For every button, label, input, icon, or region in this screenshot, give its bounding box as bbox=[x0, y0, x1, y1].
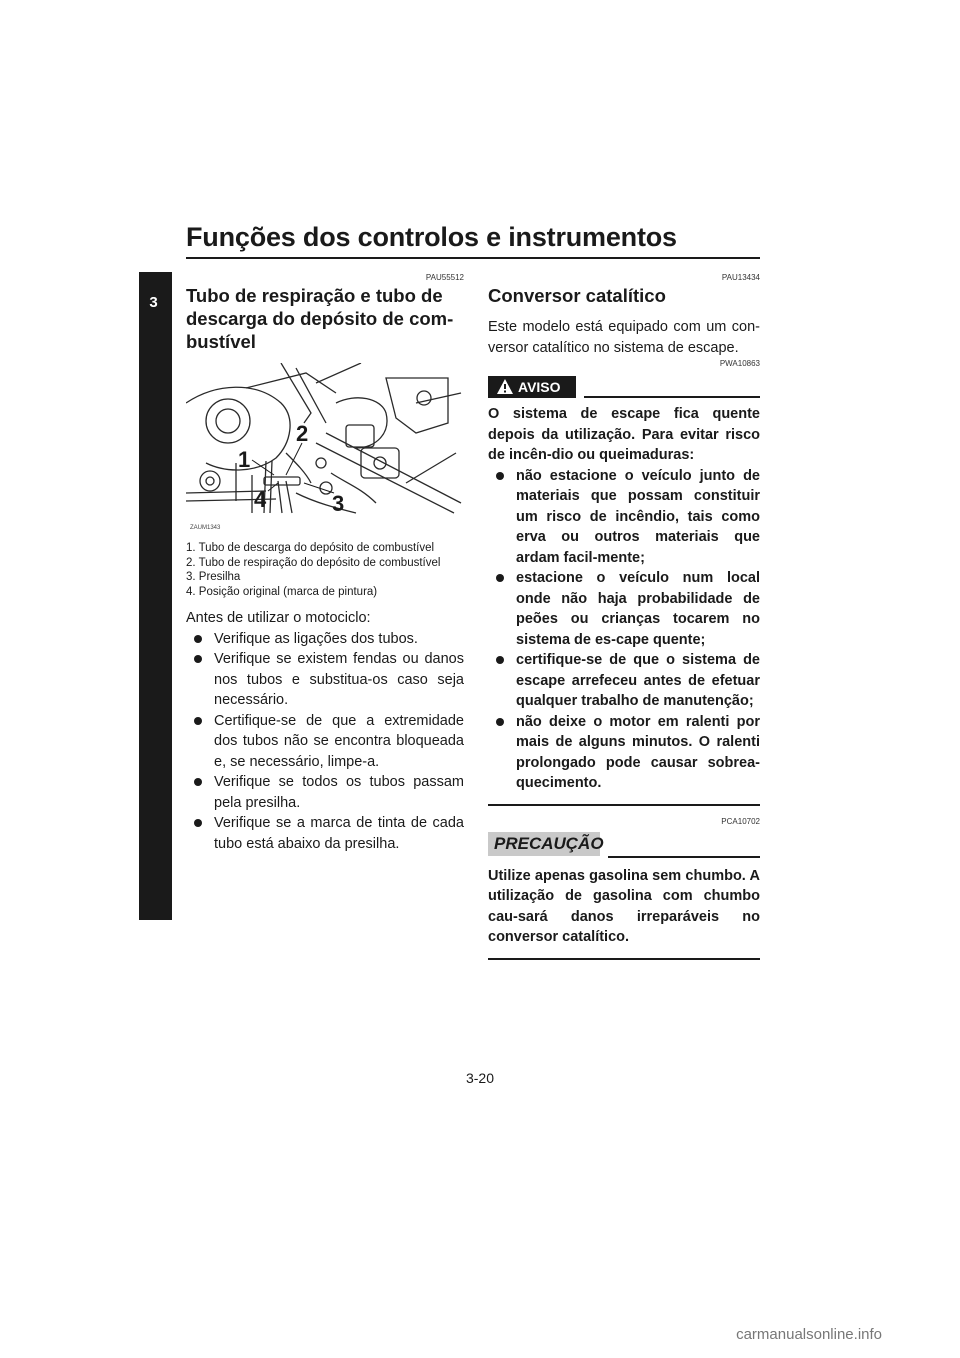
chapter-number: 3 bbox=[149, 294, 158, 311]
warning-list bbox=[488, 466, 760, 794]
section-heading-catalytic-converter: Conversor catalítico bbox=[488, 285, 666, 306]
caption-item: 1. Tubo de descarga do depósito de combustível bbox=[186, 542, 435, 554]
page-title: Funções dos controlos e instrumentos bbox=[186, 222, 677, 252]
bullet-icon bbox=[496, 472, 504, 480]
chapter-tab bbox=[139, 272, 172, 920]
warning-label: AVISO bbox=[518, 379, 561, 395]
list-item: não deixe o motor em ralenti por mais de alguns minutos. O ralenti prolongado pode causar sobrea-quecimento. bbox=[488, 712, 760, 794]
list-item: Verifique as ligações dos tubos. bbox=[186, 629, 464, 650]
bullet-icon bbox=[194, 778, 202, 786]
warning-badge bbox=[488, 376, 576, 398]
list-item: estacione o veículo num local onde não haja probabilidade de peões ou crianças tocarem no sistema de es-cape quente; bbox=[488, 568, 760, 650]
list-item: Verifique se a marca de tinta de cada tubo está abaixo da presilha. bbox=[186, 813, 464, 854]
warning-end-rule bbox=[488, 804, 760, 806]
caution-text: Utilize apenas gasolina sem chumbo. A utilização de gasolina com chumbo cau-sará danos irreparáveis no conversor catalítico. bbox=[488, 867, 760, 945]
callout-4: 4 bbox=[254, 487, 267, 512]
list-item: não estacione o veículo junto de materiais que possam constituir um risco de incêndio, tais como erva ou outros materiais que ardam facil-mente; bbox=[488, 466, 760, 569]
caution-code: PCA10702 bbox=[721, 816, 760, 826]
title-rule bbox=[186, 257, 760, 259]
warning-triangle-icon bbox=[496, 378, 514, 395]
bullet-icon bbox=[194, 717, 202, 725]
bullet-icon bbox=[496, 718, 504, 726]
figure-captions bbox=[186, 541, 464, 599]
list-item: certifique-se de que o sistema de escape arrefeceu antes de efetuar qualquer trabalho de manutenção; bbox=[488, 650, 760, 712]
list-item: Verifique se todos os tubos passam pela presilha. bbox=[186, 772, 464, 813]
bullet-icon bbox=[194, 655, 202, 663]
check-list bbox=[186, 629, 464, 855]
list-item: Certifique-se de que a extremidade dos tubos não se encontra bloqueada e, se necessário, limpe-a. bbox=[186, 711, 464, 773]
section-heading-breather-hose: Tubo de respiração e tubo de descarga do depósito de com-bustível bbox=[186, 285, 454, 352]
callout-2: 2 bbox=[296, 421, 309, 446]
warning-lead: O sistema de escape fica quente depois da utilização. Para evitar risco de incên-dio ou queimaduras: bbox=[488, 406, 760, 463]
intro-text: Antes de utilizar o motociclo: bbox=[186, 610, 371, 626]
figure-code: ZAUM1343 bbox=[190, 525, 221, 531]
caption-item: 3. Presilha bbox=[186, 571, 241, 583]
watermark: carmanualsonline.info bbox=[736, 1326, 882, 1343]
section-code: PAU55512 bbox=[425, 273, 464, 282]
caption-item: 2. Tubo de respiração do depósito de combustível bbox=[186, 556, 441, 569]
bullet-icon bbox=[194, 819, 202, 827]
section-code: PAU13434 bbox=[721, 273, 760, 282]
callout-1: 1 bbox=[238, 447, 251, 472]
warning-code: PWA10863 bbox=[719, 359, 760, 368]
caution-label: PRECAUÇÃO bbox=[488, 832, 600, 856]
caution-rule bbox=[608, 856, 760, 858]
bullet-icon bbox=[194, 635, 202, 643]
page-number: 3-20 bbox=[465, 1070, 495, 1086]
left-column bbox=[186, 272, 464, 854]
caption-item: 4. Posição original (marca de pintura) bbox=[186, 585, 378, 598]
motorcycle-engine-drawing bbox=[186, 363, 464, 537]
caution-header bbox=[488, 832, 760, 860]
caution-end-rule bbox=[488, 958, 760, 960]
callout-3: 3 bbox=[332, 491, 345, 516]
warning-rule bbox=[584, 396, 760, 398]
right-column bbox=[488, 272, 760, 970]
bullet-icon bbox=[496, 656, 504, 664]
fuel-hose-illustration bbox=[186, 363, 464, 537]
list-item: Verifique se existem fendas ou danos nos tubos e substitua-os caso seja necessário. bbox=[186, 649, 464, 711]
warning-header bbox=[488, 376, 760, 400]
bullet-icon bbox=[496, 574, 504, 582]
catalytic-intro: Este modelo está equipado com um con-versor catalítico no sistema de escape. bbox=[488, 319, 760, 356]
